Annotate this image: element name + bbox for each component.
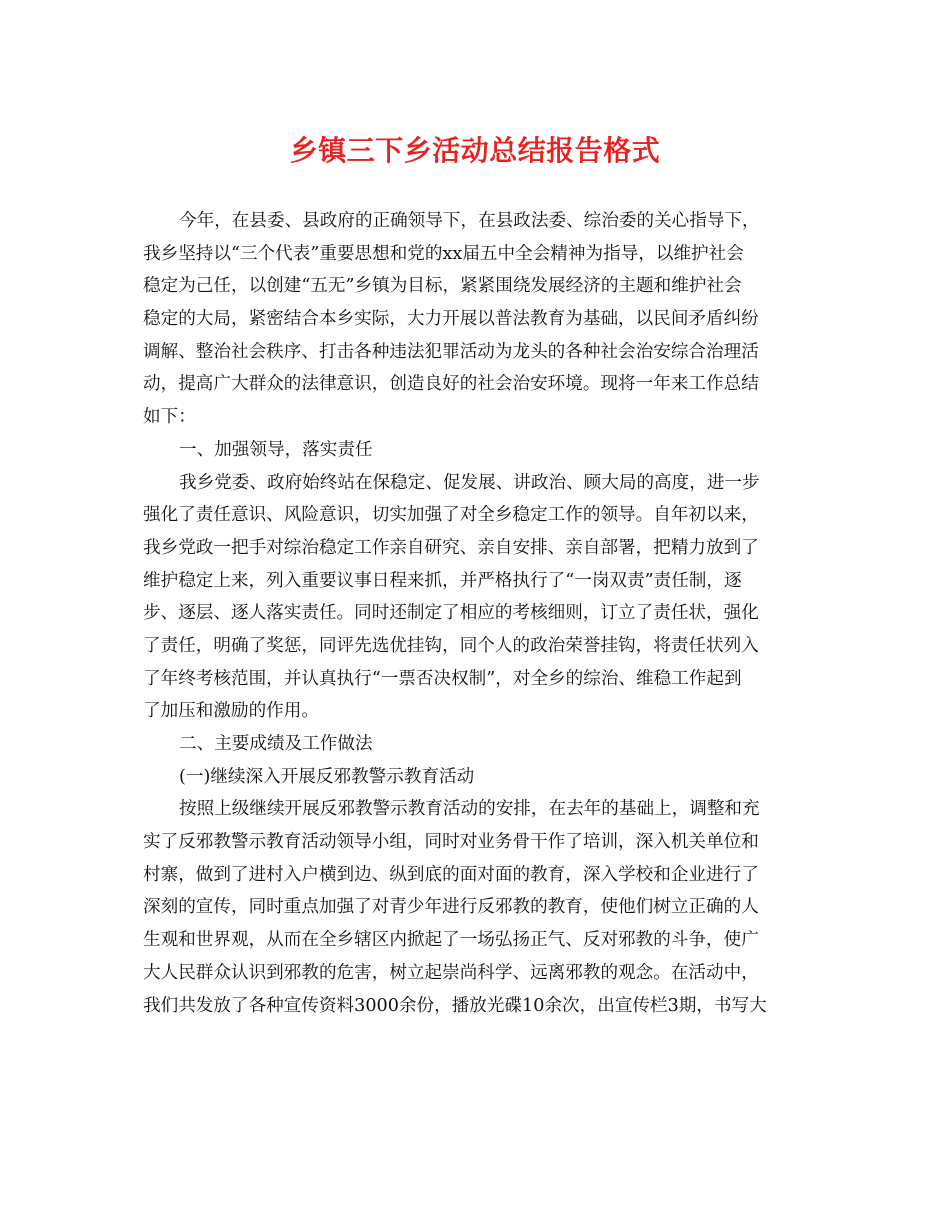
text-line: 深刻的宣传，同时重点加强了对青少年进行反邪教的教育，使他们树立正确的人 — [143, 897, 759, 918]
text-line: 一、加强领导，落实责任 — [179, 439, 373, 460]
text-line: 强化了责任意识、风险意识，切实加强了对全乡稳定工作的领导。自年初以来， — [143, 505, 759, 526]
text-line: 按照上级继续开展反邪教警示教育活动的安排，在去年的基础上，调整和充 — [179, 799, 760, 820]
text-line: 稳定为己任，以创建“五无”乡镇为目标，紧紧围绕发展经济的主题和维护社会 — [143, 276, 742, 297]
text-line: 我乡党委、政府始终站在保稳定、促发展、讲政治、顾大局的高度，进一步 — [179, 472, 760, 493]
text-line: 了责任，明确了奖惩，同评先选优挂钩，同个人的政治荣誉挂钩，将责任状列入 — [143, 635, 759, 656]
text-line: 今年，在县委、县政府的正确领导下，在县政法委、综治委的关心指导下， — [179, 211, 760, 231]
text-line: 生观和世界观，从而在全乡辖区内掀起了一场弘扬正气、反对邪教的斗争，使广 — [143, 930, 759, 951]
text-line: 动，提高广大群众的法律意识，创造良好的社会治安环境。现将一年来工作总结 — [143, 374, 759, 395]
text-line: 调解、整治社会秩序、打击各种违法犯罪活动为龙头的各种社会治安综合治理活 — [143, 341, 759, 362]
text-line: 实了反邪教警示教育活动领导小组，同时对业务骨干作了培训，深入机关单位和 — [143, 832, 759, 853]
text-line: 我乡党政一把手对综治稳定工作亲自研究、亲自安排、亲自部署，把精力放到了 — [143, 537, 759, 558]
text-line: 我乡坚持以“三个代表”重要思想和党的xx届五中全会精神为指导，以维护社会 — [143, 243, 744, 264]
text-line: 我们共发放了各种宣传资料3000余份，播放光碟10余次，出宣传栏3期，书写大 — [143, 995, 767, 1016]
text-line: (一)继续深入开展反邪教警示教育活动 — [179, 766, 475, 787]
text-line: 如下： — [143, 407, 196, 428]
text-line: 稳定的大局，紧密结合本乡实际，大力开展以普法教育为基础，以民间矛盾纠纷 — [143, 309, 759, 330]
text-line: 了年终考核范围，并认真执行“一票否决权制”，对全乡的综治、维稳工作起到 — [143, 668, 742, 689]
text-line: 维护稳定上来，列入重要议事日程来抓，并严格执行了“一岗双责”责任制，逐 — [143, 570, 742, 591]
text-line: 大人民群众认识到邪教的危害，树立起崇尚科学、远离邪教的观念。在活动中， — [143, 962, 759, 983]
text-line: 步、逐层、逐人落实责任。同时还制定了相应的考核细则，订立了责任状，强化 — [143, 603, 759, 624]
document-title: 乡镇三下乡活动总结报告格式 — [289, 134, 661, 167]
text-line: 二、主要成绩及工作做法 — [179, 734, 373, 754]
text-line: 了加压和激励的作用。 — [143, 701, 319, 722]
document-body — [143, 205, 808, 1022]
text-line: 村寨，做到了进村入户横到边、纵到底的面对面的教育，深入学校和企业进行了 — [143, 864, 759, 885]
